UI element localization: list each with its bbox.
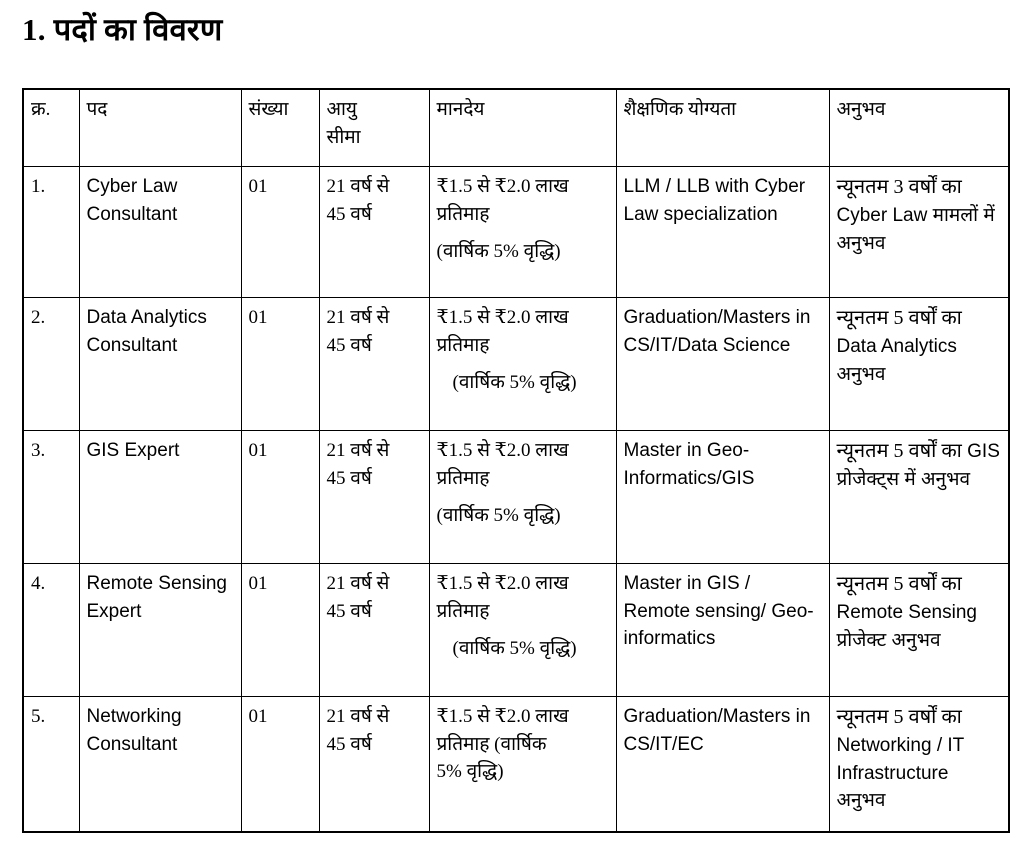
cell-experience-body: Cyber Law मामलों में अनुभव bbox=[836, 205, 995, 254]
cell-post-name: Data Analytics Consultant bbox=[79, 298, 241, 431]
column-header-age-limit bbox=[319, 89, 429, 167]
cell-remuneration-line1: ₹1.5 से ₹2.0 लाख bbox=[436, 176, 569, 197]
cell-age-limit-line1: 21 वर्ष से bbox=[326, 706, 390, 727]
cell-count: 01 bbox=[241, 298, 319, 431]
table-row bbox=[23, 167, 1009, 298]
cell-experience-prefix: न्यूनतम 5 वर्षों का bbox=[836, 440, 962, 462]
table-row bbox=[23, 564, 1009, 697]
cell-serial: 5. bbox=[23, 697, 79, 833]
cell-remuneration-line3: (वार्षिक 5% वृद्धि) bbox=[452, 638, 577, 660]
table-row bbox=[23, 431, 1009, 564]
spacer bbox=[437, 359, 609, 369]
column-header-age-limit-line2: सीमा bbox=[326, 126, 361, 148]
cell-experience bbox=[829, 697, 1009, 833]
cell-experience bbox=[829, 167, 1009, 298]
cell-experience-prefix: न्यूनतम 5 वर्षों का bbox=[836, 706, 962, 728]
cell-age-limit bbox=[319, 167, 429, 298]
cell-experience-body: GIS प्रोजेक्ट्स में अनुभव bbox=[836, 441, 1000, 490]
cell-remuneration-line3: 5% वृद्धि) bbox=[436, 761, 504, 783]
cell-age-limit-line2: 45 वर्ष bbox=[326, 467, 372, 489]
cell-post-name: Networking Consultant bbox=[79, 697, 241, 833]
cell-age-limit-line2: 45 वर्ष bbox=[326, 334, 372, 356]
cell-experience-body: Remote Sensing प्रोजेक्ट अनुभव bbox=[836, 602, 977, 651]
table-header bbox=[23, 89, 1009, 167]
cell-remuneration-line2: प्रतिमाह bbox=[436, 467, 490, 489]
table-header-row bbox=[23, 89, 1009, 167]
cell-age-limit bbox=[319, 564, 429, 697]
cell-qualification: Graduation/Masters in CS/IT/Data Science bbox=[616, 298, 829, 431]
cell-remuneration-line3: (वार्षिक 5% वृद्धि) bbox=[452, 372, 577, 394]
cell-remuneration-line2: प्रतिमाह (वार्षिक bbox=[436, 733, 547, 755]
cell-age-limit-line2: 45 वर्ष bbox=[326, 733, 372, 755]
spacer bbox=[437, 492, 609, 502]
cell-experience bbox=[829, 431, 1009, 564]
cell-serial: 3. bbox=[23, 431, 79, 564]
spacer bbox=[437, 228, 609, 238]
column-header-remuneration: मानदेय bbox=[429, 89, 616, 167]
posts-table-container bbox=[22, 88, 1008, 833]
cell-remuneration-line2: प्रतिमाह bbox=[436, 600, 490, 622]
cell-count: 01 bbox=[241, 167, 319, 298]
column-header-qualification: शैक्षणिक योग्यता bbox=[616, 89, 829, 167]
cell-age-limit-line1: 21 वर्ष से bbox=[326, 176, 390, 197]
cell-experience-prefix: न्यूनतम 5 वर्षों का bbox=[836, 307, 962, 329]
cell-age-limit-line1: 21 वर्ष से bbox=[326, 573, 390, 594]
cell-remuneration-line2: प्रतिमाह bbox=[436, 334, 490, 356]
cell-experience-body: Data Analytics अनुभव bbox=[836, 336, 957, 385]
cell-age-limit-line1: 21 वर्ष से bbox=[326, 307, 390, 328]
cell-age-limit-line1: 21 वर्ष से bbox=[326, 440, 390, 461]
cell-remuneration-line3: (वार्षिक 5% वृद्धि) bbox=[436, 505, 561, 527]
cell-remuneration-line1: ₹1.5 से ₹2.0 लाख bbox=[436, 307, 569, 328]
cell-count: 01 bbox=[241, 564, 319, 697]
cell-experience-prefix: न्यूनतम 5 वर्षों का bbox=[836, 573, 962, 595]
cell-post-name: Cyber Law Consultant bbox=[79, 167, 241, 298]
cell-experience-body: Networking / IT Infrastructure अनुभव bbox=[836, 735, 964, 812]
column-header-count: संख्या bbox=[241, 89, 319, 167]
cell-remuneration bbox=[429, 697, 616, 833]
cell-qualification: LLM / LLB with Cyber Law specialization bbox=[616, 167, 829, 298]
spacer bbox=[437, 625, 609, 635]
table-row bbox=[23, 298, 1009, 431]
table-body bbox=[23, 167, 1009, 833]
cell-post-name: GIS Expert bbox=[79, 431, 241, 564]
cell-age-limit-line2: 45 वर्ष bbox=[326, 600, 372, 622]
cell-age-limit-line2: 45 वर्ष bbox=[326, 203, 372, 225]
cell-experience bbox=[829, 564, 1009, 697]
posts-table bbox=[22, 88, 1010, 833]
cell-count: 01 bbox=[241, 697, 319, 833]
cell-qualification: Master in GIS / Remote sensing/ Geo-informatics bbox=[616, 564, 829, 697]
cell-remuneration bbox=[429, 564, 616, 697]
page-title: 1. पदों का विवरण bbox=[22, 12, 223, 47]
cell-serial: 2. bbox=[23, 298, 79, 431]
cell-count: 01 bbox=[241, 431, 319, 564]
cell-remuneration-line1: ₹1.5 से ₹2.0 लाख bbox=[436, 573, 569, 594]
cell-qualification: Master in Geo-Informatics/GIS bbox=[616, 431, 829, 564]
cell-remuneration-line1: ₹1.5 से ₹2.0 लाख bbox=[436, 440, 569, 461]
cell-post-name: Remote Sensing Expert bbox=[79, 564, 241, 697]
cell-age-limit bbox=[319, 298, 429, 431]
column-header-experience: अनुभव bbox=[829, 89, 1009, 167]
column-header-serial: क्र. bbox=[23, 89, 79, 167]
cell-remuneration bbox=[429, 298, 616, 431]
cell-serial: 4. bbox=[23, 564, 79, 697]
cell-remuneration-line1: ₹1.5 से ₹2.0 लाख bbox=[436, 706, 569, 727]
cell-remuneration-line2: प्रतिमाह bbox=[436, 203, 490, 225]
cell-age-limit bbox=[319, 697, 429, 833]
cell-serial: 1. bbox=[23, 167, 79, 298]
table-row bbox=[23, 697, 1009, 833]
column-header-age-limit-line1: आयु bbox=[326, 99, 357, 120]
cell-experience-prefix: न्यूनतम 3 वर्षों का bbox=[836, 176, 962, 198]
cell-remuneration bbox=[429, 431, 616, 564]
column-header-post: पद bbox=[79, 89, 241, 167]
cell-experience bbox=[829, 298, 1009, 431]
cell-remuneration bbox=[429, 167, 616, 298]
cell-qualification: Graduation/Masters in CS/IT/EC bbox=[616, 697, 829, 833]
cell-remuneration-line3: (वार्षिक 5% वृद्धि) bbox=[436, 241, 561, 263]
cell-age-limit bbox=[319, 431, 429, 564]
